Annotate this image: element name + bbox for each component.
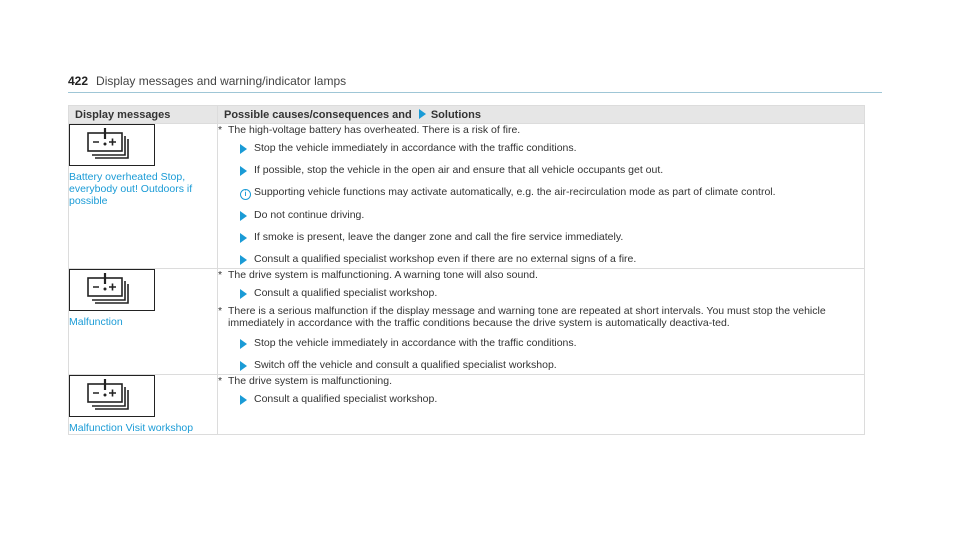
- info-note: [240, 186, 864, 200]
- solution-step: [240, 231, 864, 244]
- table-row: [69, 124, 865, 269]
- message-label: Malfunction: [69, 316, 123, 328]
- solution-text: Switch off the vehicle and consult a qualified specialist workshop.: [254, 359, 557, 371]
- info-text: Supporting vehicle functions may activate automatically, e.g. the air-recirculation mode as part of climate control.: [254, 186, 776, 198]
- cause-text: The drive system is malfunctioning.: [228, 375, 392, 387]
- message-label: Malfunction Visit workshop: [69, 422, 194, 434]
- info-icon: i: [240, 189, 251, 200]
- arrow-right-icon: [240, 255, 247, 265]
- battery-warning-icon: [69, 124, 155, 166]
- header-divider: [68, 92, 882, 93]
- solution-text: Do not continue driving.: [254, 209, 365, 221]
- message-label: Battery overheated Stop, everybody out! Outdoors if possible: [69, 171, 193, 207]
- arrow-right-icon: [240, 211, 247, 221]
- causes-cell: [218, 375, 865, 435]
- cause-item: * The drive system is malfunctioning.: [218, 375, 392, 387]
- solution-step: [240, 287, 864, 300]
- cause-item: * The high-voltage battery has overheated. There is a risk of fire.: [218, 124, 521, 136]
- solution-text: If smoke is present, leave the danger zone and call the fire service immediately.: [254, 231, 624, 243]
- solution-step: [240, 393, 864, 406]
- display-message-cell: [69, 269, 218, 375]
- display-message-cell: [69, 375, 218, 435]
- solution-text: Consult a qualified specialist workshop even if there are no external signs of a fire.: [254, 253, 637, 265]
- page-header: [68, 74, 346, 88]
- col-header-causes-solutions: [218, 106, 865, 124]
- cause-text: There is a serious malfunction if the display message and warning tone are repeated at short intervals. You must stop the vehicle immediately in accordance with the traffic conditions because the drive system is automatically deactiva-ted.: [228, 305, 826, 329]
- page-title: Display messages and warning/indicator lamps: [96, 74, 347, 88]
- solution-step: [240, 337, 864, 350]
- display-message-cell: [69, 124, 218, 269]
- cause-item: * There is a serious malfunction if the display message and warning tone are repeated at short intervals. You must stop the vehicle immediately in accordance with the traffic conditions because the drive system is automatically deactiva-ted.: [218, 305, 864, 329]
- col-header-display-messages: Display messages: [69, 106, 218, 124]
- arrow-right-icon: [240, 289, 247, 299]
- table-row: [69, 269, 865, 375]
- cause-text: The high-voltage battery has overheated. There is a risk of fire.: [228, 124, 521, 136]
- arrow-right-icon: [240, 144, 247, 154]
- solution-step: [240, 253, 864, 266]
- solution-step: [240, 209, 864, 222]
- arrow-right-icon: [240, 233, 247, 243]
- solution-text: Consult a qualified specialist workshop.: [254, 393, 438, 405]
- cause-item: * The drive system is malfunctioning. A warning tone will also sound.: [218, 269, 538, 281]
- arrow-right-icon: [240, 361, 247, 371]
- solution-step: [240, 142, 864, 155]
- causes-cell: [218, 269, 865, 375]
- causes-cell: [218, 124, 865, 269]
- battery-warning-icon: [69, 269, 155, 311]
- solution-text: Stop the vehicle immediately in accordance with the traffic conditions.: [254, 337, 577, 349]
- col-header-solutions-label: Solutions: [430, 108, 481, 121]
- arrow-right-icon: [240, 395, 247, 405]
- page-number: 422: [68, 74, 89, 88]
- solution-step: [240, 359, 864, 372]
- solution-step: [240, 164, 864, 177]
- table-header-row: [69, 106, 865, 124]
- solution-text: If possible, stop the vehicle in the open air and ensure that all vehicle occupants get out.: [254, 164, 664, 176]
- col-header-causes-label: Possible causes/consequences and: [224, 108, 412, 121]
- arrow-right-icon: [240, 339, 247, 349]
- arrow-right-icon: [240, 166, 247, 176]
- arrow-right-icon: [419, 109, 426, 119]
- table-row: [69, 375, 865, 435]
- solution-text: Stop the vehicle immediately in accordance with the traffic conditions.: [254, 142, 577, 154]
- display-messages-table: [68, 105, 865, 435]
- solution-text: Consult a qualified specialist workshop.: [254, 287, 438, 299]
- cause-text: The drive system is malfunctioning. A warning tone will also sound.: [228, 269, 538, 281]
- battery-warning-icon: [69, 375, 155, 417]
